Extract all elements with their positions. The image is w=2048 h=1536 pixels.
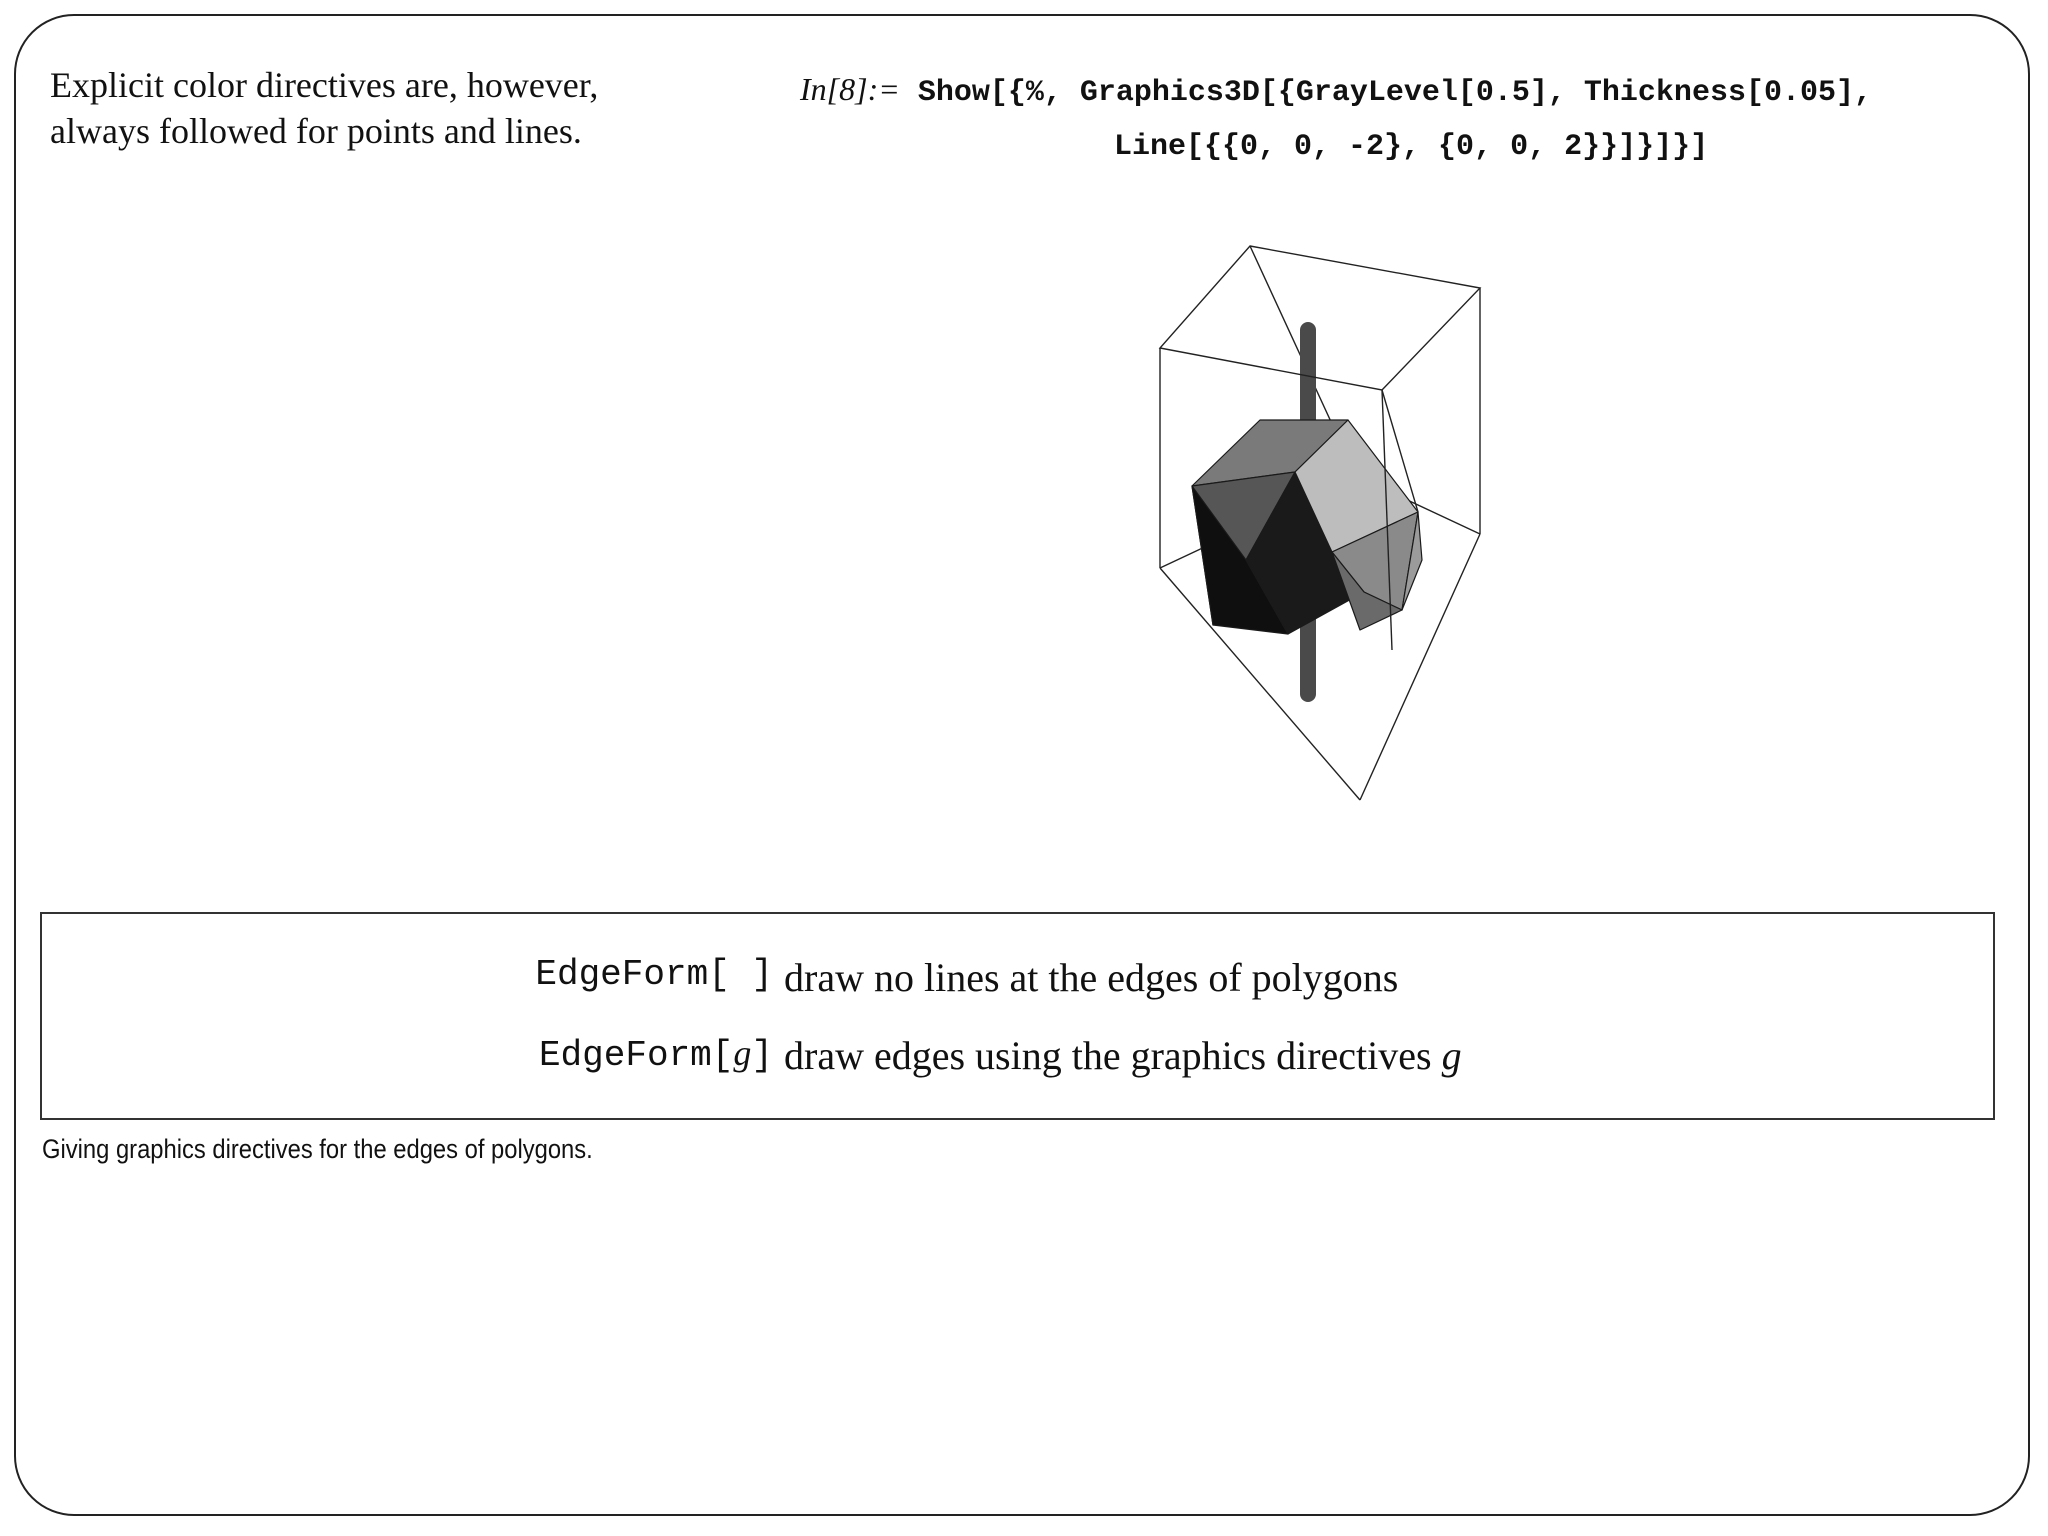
input-code-line-2: Line[{{0, 0, -2}, {0, 0, 2}}]}]}] <box>1114 130 1709 164</box>
table-code-tail: ] <box>751 1035 773 1076</box>
graphics3d-output <box>1100 230 1500 830</box>
table-row <box>42 1032 1993 1092</box>
edgeform-table <box>40 912 1995 1120</box>
input-cell <box>800 62 2000 174</box>
table-code-edgeform-g <box>539 1032 773 1076</box>
table-description <box>784 1032 1462 1079</box>
input-prompt: In[8]:= <box>800 71 900 107</box>
input-line-1 <box>800 62 2000 120</box>
table-description-text: draw edges using the graphics directives <box>784 1033 1442 1078</box>
page-frame <box>14 14 2030 1516</box>
table-code-head: EdgeForm[ <box>538 1035 734 1076</box>
side-note <box>50 62 730 154</box>
table-row <box>42 954 1993 1014</box>
table-description-arg: g <box>1441 1033 1462 1078</box>
side-note-line-1: Explicit color directives are, however, <box>50 65 599 105</box>
table-code-edgeform-empty: EdgeForm[ ] <box>535 954 773 995</box>
table-description: draw no lines at the edges of polygons <box>784 955 1399 1000</box>
input-code-line-1: Show[{%, Graphics3D[{GrayLevel[0.5], Thickness[0.05], <box>917 76 1872 110</box>
table-code-arg: g <box>733 1033 752 1073</box>
table-caption: Giving graphics directives for the edges of polygons. <box>42 1134 593 1164</box>
side-note-line-2: always followed for points and lines. <box>50 111 582 151</box>
